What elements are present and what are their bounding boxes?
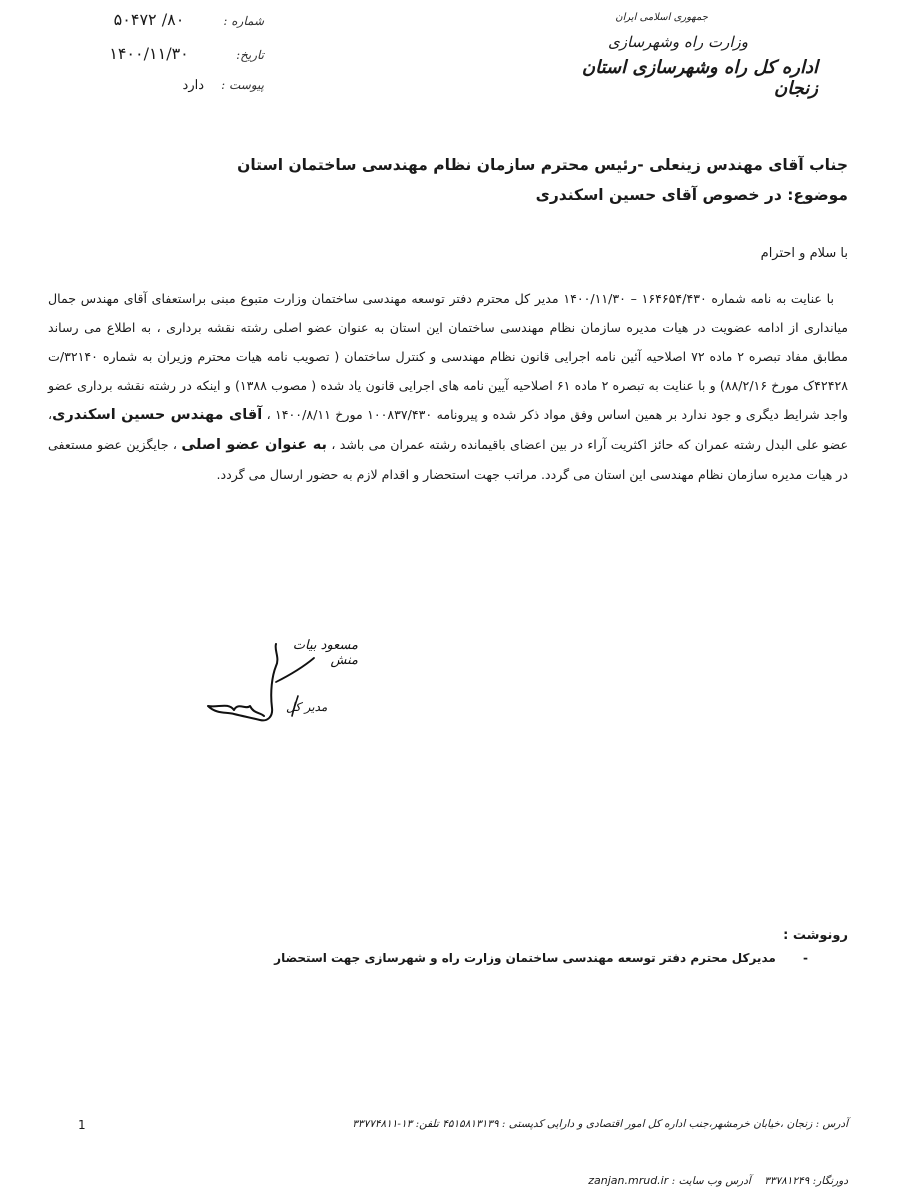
country-name: جمهوری اسلامی ایران [615, 12, 708, 23]
website-link[interactable]: zanjan.mrud.ir [588, 1174, 669, 1187]
footer-address-line [48, 1118, 848, 1140]
cc-block [48, 928, 848, 965]
attachment-value: دارد [182, 78, 204, 93]
cc-title: رونوشت : [783, 928, 848, 943]
footer-fax: دورنگار: ۳۳۷۸۱۲۴۹ [764, 1175, 848, 1187]
addressee-line: جناب آقای مهندس زینعلی -رئیس محترم سازمان نظام مهندسی ساختمان استان [237, 156, 848, 174]
date-row [84, 44, 264, 78]
signatory-name: مسعود بیات منش [292, 638, 358, 668]
number-value: ۸۰/ ۵۰۴۷۲ [113, 10, 185, 29]
footer-contact-line [48, 1174, 848, 1194]
office-name: اداره کل راه وشهرسازی استان زنجان [581, 57, 818, 99]
organization-header [538, 12, 818, 99]
number-row [84, 10, 264, 44]
addressee-block [48, 150, 848, 210]
body-text-1: با عنایت به نامه شماره ۱۶۴۶۵۴/۴۳۰ – ۱۴۰۰/۱۱/۳۰ مدیر کل محترم دفتر توسعه مهندسی ساختمان وزارت متبوع مبنی براستعفای آقای مهندس جمال میانداری از ادامه عضویت در هیات مدیره سازمان نظام مهندسی ساختمان این استان به عنوان عضو اصلی رشته نقشه برداری ، به اطلاع می رساند مطابق مفاد تبصره ۲ ماده ۷۲ اصلاحیه آئین نامه اجرایی قانون نظام مهندسی و کنترل ساختمان ( تصویب نامه هیات محترم وزیران به شماره ۳۲۱۴۰/ت ۴۲۴۲۸ک مورخ ۸۸/۲/۱۶) و با عنایت به تبصره ۲ ماده ۶۱ اصلاحیه آیین نامه های اجرایی قانون یاد شده ( مصوب ۱۳۸۸) و اینکه در رشته نقشه برداری عضو واجد شرایط دیگری و جود ندارد بر همین اساس وفق مواد ذکر شده و پیرونامه ۱۰۰۸۳۷/۴۳۰ مورخ ۱۴۰۰/۸/۱۱ ، [48, 291, 848, 422]
body-text-2: ، عضو علی البدل رشته عمران که حائز اکثریت آراء در بین اعضای باقیمانده رشته عمران می باشد ، [48, 407, 848, 452]
attachment-row [84, 78, 264, 112]
signature-block [198, 636, 358, 746]
date-value: ۱۴۰۰/۱۱/۳۰ [109, 44, 189, 63]
cc-item-text: مدیرکل محترم دفتر توسعه مهندسی ساختمان وزارت راه و شهرسازی جهت استحضار [274, 951, 776, 965]
letter-body [48, 284, 848, 489]
cc-dash: - [803, 951, 808, 965]
attachment-label: پیوست : [221, 78, 264, 92]
number-label: شماره : [223, 14, 264, 28]
letter-meta [84, 10, 264, 112]
subject-line: موضوع: در خصوص آقای حسین اسکندری [535, 186, 848, 204]
body-bold-name: آقای مهندس حسین اسکندری [52, 407, 263, 423]
cc-item [48, 951, 848, 965]
ministry-name: وزارت راه وشهرسازی [608, 33, 748, 51]
greeting: با سلام و احترام [760, 246, 848, 261]
page-number: 1 [78, 1118, 86, 1132]
body-bold-role: به عنوان عضو اصلی [181, 437, 327, 453]
footer-address: آدرس : زنجان ،خیابان خرمشهر،جنب اداره کل امور اقتصادی و دارایی کدپستی : ۴۵۱۵۸۱۳۱۳۹ تلفن: ۱۳-۳۳۷۷۴۸۱۱ [352, 1118, 848, 1130]
website-label: آدرس وب سایت : [671, 1175, 751, 1187]
date-label: تاریخ: [236, 48, 264, 62]
body-paragraph [48, 284, 848, 489]
body-text-3: ، جایگزین عضو مستعفی در هیات مدیره سازمان نظام مهندسی این استان می گردد. مراتب جهت استحضار و اقدام لازم به حضور ارسال می گردد. [48, 437, 848, 482]
signatory-title: مدیر کل [286, 700, 328, 714]
